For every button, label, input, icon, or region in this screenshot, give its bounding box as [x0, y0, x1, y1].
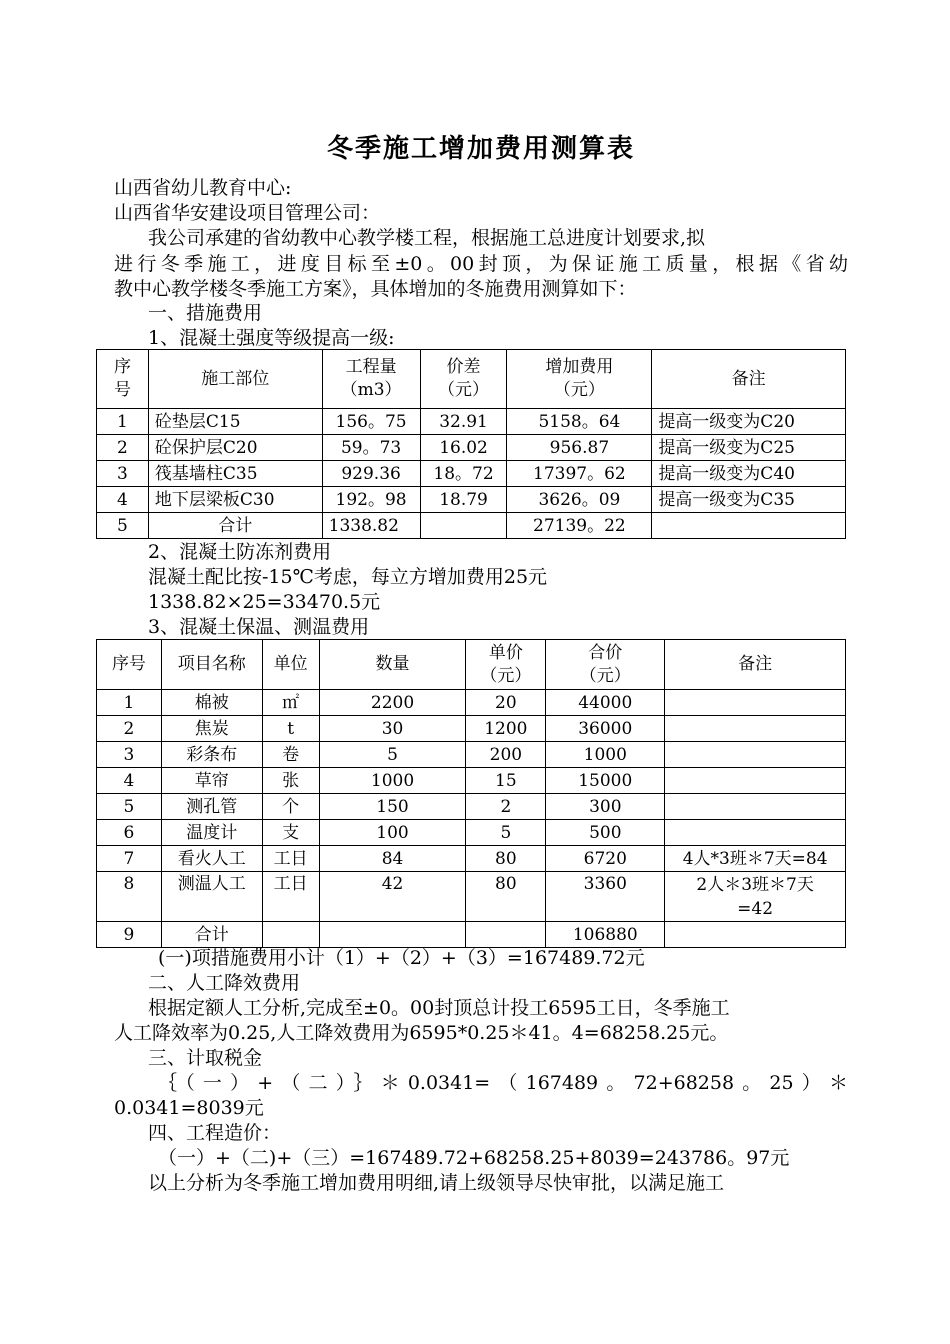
table-cell	[665, 768, 846, 794]
table-header-row	[97, 350, 846, 409]
table-header-cell: 价差 （元）	[420, 350, 507, 409]
table-cell: 6720	[546, 846, 665, 872]
table-cell: 4	[97, 487, 149, 513]
table-row	[97, 794, 846, 820]
table-cell: 合计	[161, 922, 262, 948]
table-row	[97, 768, 846, 794]
item3-heading: 3、混凝土保温、测温费用	[148, 616, 370, 638]
table-cell: 1	[97, 690, 162, 716]
table-cell: 106880	[546, 922, 665, 948]
table-cell: 44000	[546, 690, 665, 716]
table-row	[97, 846, 846, 872]
table-row	[97, 487, 846, 513]
table-cell: 5	[466, 820, 546, 846]
concrete-grade-table	[96, 349, 846, 539]
table-cell: 18。72	[420, 461, 507, 487]
table-row	[97, 409, 846, 435]
table-cell: 5	[97, 794, 162, 820]
table-cell: 支	[262, 820, 319, 846]
table-cell: 18.79	[420, 487, 507, 513]
table-cell	[665, 794, 846, 820]
table-cell: 工日	[262, 846, 319, 872]
table-cell: 80	[466, 872, 546, 922]
insulation-cost-table	[96, 639, 846, 948]
table-cell: 30	[319, 716, 466, 742]
table-cell: 2	[97, 716, 162, 742]
table-cell	[262, 922, 319, 948]
table-cell: 3360	[546, 872, 665, 922]
table-row	[97, 872, 846, 922]
intro-line-3: 教中心教学楼冬季施工方案》，具体增加的冬施费用测算如下：	[114, 278, 637, 300]
table-total-row	[97, 513, 846, 539]
table-header-row	[97, 640, 846, 690]
table-cell: 6	[97, 820, 162, 846]
table-cell: 150	[319, 794, 466, 820]
table-cell	[665, 716, 846, 742]
addressee-2: 山西省华安建设项目管理公司：	[114, 202, 381, 224]
section2-line-2: 人工降效率为0.25,人工降效费用为6595*0.25＊41。4=68258.25元。	[114, 1022, 729, 1044]
section1-heading: 一、措施费用	[148, 302, 263, 324]
table-cell: 提高一级变为C40	[652, 461, 846, 487]
table-cell: 工日	[262, 872, 319, 922]
table-cell: 15000	[546, 768, 665, 794]
table-cell: 84	[319, 846, 466, 872]
table-cell: 卷	[262, 742, 319, 768]
table-cell: t	[262, 716, 319, 742]
table-cell: 提高一级变为C35	[652, 487, 846, 513]
table-cell: ㎡	[262, 690, 319, 716]
table-cell: 4	[97, 768, 162, 794]
table-cell	[665, 690, 846, 716]
table-cell: 4人*3班＊7天=84	[665, 846, 846, 872]
table-cell: 500	[546, 820, 665, 846]
table-cell: 地下层梁板C30	[148, 487, 322, 513]
table-cell: 1000	[546, 742, 665, 768]
table-header-cell: 序号	[97, 640, 162, 690]
table-cell: 提高一级变为C25	[652, 435, 846, 461]
item2-line-1: 混凝土配比按-15℃考虑，每立方增加费用25元	[148, 566, 548, 588]
intro-line-1: 我公司承建的省幼教中心教学楼工程，根据施工总进度计划要求,拟	[148, 227, 706, 249]
table-cell: 42	[319, 872, 466, 922]
table-cell: 15	[466, 768, 546, 794]
table-cell: 200	[466, 742, 546, 768]
table-header-cell: 施工部位	[148, 350, 322, 409]
table-row	[97, 820, 846, 846]
table-row	[97, 435, 846, 461]
table-cell: 17397。62	[507, 461, 652, 487]
table-cell: 3	[97, 742, 162, 768]
table-cell	[665, 820, 846, 846]
table-cell: 砼垫层C15	[148, 409, 322, 435]
table-cell	[420, 513, 507, 539]
table-cell: 砼保护层C20	[148, 435, 322, 461]
table-cell: 3	[97, 461, 149, 487]
section2-line-1: 根据定额人工分析,完成至±0。00封顶总计投工6595工日，冬季施工	[148, 997, 730, 1019]
table-cell: 彩条布	[161, 742, 262, 768]
table-cell	[652, 513, 846, 539]
table-cell: 8	[97, 872, 162, 922]
table-cell: 929.36	[322, 461, 420, 487]
table-header-cell: 项目名称	[161, 640, 262, 690]
table-cell: 20	[466, 690, 546, 716]
table-header-cell: 工程量 （m3）	[322, 350, 420, 409]
table-cell: 7	[97, 846, 162, 872]
table-header-cell: 合价 （元）	[546, 640, 665, 690]
table-header-cell: 备注	[665, 640, 846, 690]
table-cell: 个	[262, 794, 319, 820]
table-row	[97, 742, 846, 768]
table-cell: 张	[262, 768, 319, 794]
addressee-1: 山西省幼儿教育中心:	[114, 177, 292, 199]
table-cell: 筏基墙柱C35	[148, 461, 322, 487]
table-cell: 草帘	[161, 768, 262, 794]
section4-line: （一）+（二)+（三）=167489.72+68258.25+8039=243786。97元	[158, 1147, 790, 1169]
table-cell	[665, 922, 846, 948]
section3-heading: 三、计取税金	[148, 1047, 263, 1069]
table-cell: 2	[97, 435, 149, 461]
section2-heading: 二、人工降效费用	[148, 972, 301, 994]
table-cell: 5	[319, 742, 466, 768]
table-header-cell: 数量	[319, 640, 466, 690]
table-cell: 测温人工	[161, 872, 262, 922]
table-row	[97, 690, 846, 716]
table-cell: 27139。22	[507, 513, 652, 539]
table-cell: 100	[319, 820, 466, 846]
table-cell	[665, 742, 846, 768]
table-cell: 5158。64	[507, 409, 652, 435]
table-cell: 2200	[319, 690, 466, 716]
table-cell	[466, 922, 546, 948]
table-cell: 1200	[466, 716, 546, 742]
table-cell: 温度计	[161, 820, 262, 846]
table-header-cell: 单价 （元）	[466, 640, 546, 690]
table-header-cell: 增加费用 （元）	[507, 350, 652, 409]
table-cell: 看火人工	[161, 846, 262, 872]
table-cell: 3626。09	[507, 487, 652, 513]
table-cell: 1	[97, 409, 149, 435]
table-cell: 192。98	[322, 487, 420, 513]
table-row	[97, 461, 846, 487]
table-cell: 156。75	[322, 409, 420, 435]
table-cell: 棉被	[161, 690, 262, 716]
table-cell: 焦炭	[161, 716, 262, 742]
table-header-cell: 备注	[652, 350, 846, 409]
table-cell: 提高一级变为C20	[652, 409, 846, 435]
table-cell: 1000	[319, 768, 466, 794]
table-cell: 9	[97, 922, 162, 948]
table-cell: 300	[546, 794, 665, 820]
table-header-cell: 序 号	[97, 350, 149, 409]
table-cell: 2人＊3班＊7天 =42	[665, 872, 846, 922]
table-cell: 16.02	[420, 435, 507, 461]
item2-line-2: 1338.82×25=33470.5元	[148, 591, 381, 613]
section3-line-1: ｛（一）+（二）｝＊0.0341=（167489。72+68258。25）＊	[158, 1072, 848, 1094]
table-row	[97, 716, 846, 742]
item2-heading: 2、混凝土防冻剂费用	[148, 541, 332, 563]
item1-heading: 1、混凝土强度等级提高一级:	[148, 327, 395, 349]
table-header-cell: 单位	[262, 640, 319, 690]
document-title: 冬季施工增加费用测算表	[326, 134, 635, 164]
table-cell: 956.87	[507, 435, 652, 461]
table-cell: 36000	[546, 716, 665, 742]
table-total-row	[97, 922, 846, 948]
table-cell: 5	[97, 513, 149, 539]
table-cell: 32.91	[420, 409, 507, 435]
section4-heading: 四、工程造价：	[148, 1122, 282, 1144]
table-cell: 59。73	[322, 435, 420, 461]
table-cell: 测孔管	[161, 794, 262, 820]
table-cell	[319, 922, 466, 948]
table-cell: 合计	[148, 513, 322, 539]
table-cell: 80	[466, 846, 546, 872]
table-cell: 2	[466, 794, 546, 820]
intro-line-2: 进行冬季施工，进度目标至±0。00封顶，为保证施工质量，根据《省幼	[114, 253, 848, 275]
closing-line: 以上分析为冬季施工增加费用明细,请上级领导尽快审批，以满足施工	[148, 1172, 725, 1194]
subtotal-line: (一)项措施费用小计（1）+（2）+（3）=167489.72元	[158, 947, 645, 969]
table-cell: 1338.82	[322, 513, 420, 539]
section3-line-2: 0.0341=8039元	[114, 1097, 264, 1119]
